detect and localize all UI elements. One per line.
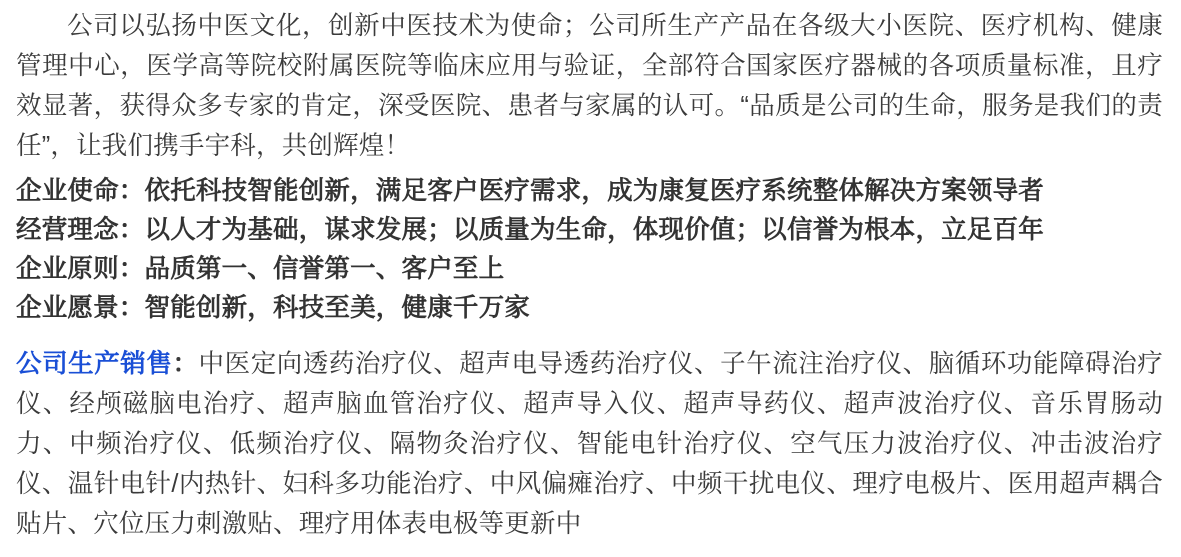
products-label: 公司生产销售: [16, 350, 173, 378]
products-paragraph: [16, 344, 1163, 544]
statement-principles: 企业原则：品质第一、信誉第一、客户至上: [16, 255, 505, 283]
company-statements: [16, 172, 1163, 328]
statement-vision: 企业愿景：智能创新，科技至美，健康千万家: [16, 294, 531, 322]
products-list: 中医定向透药治疗仪、超声电导透药治疗仪、子午流注治疗仪、脑循环功能障碍治疗仪、经颅磁脑电治疗、超声脑血管治疗仪、超声导入仪、超声导药仪、超声波治疗仪、音乐胃肠动力、中频治疗仪、低频治疗仪、隔物灸治疗仪、智能电针治疗仪、空气压力波治疗仪、冲击波治疗仪、温针电针/内热针、妇科多功能治疗、中风偏瘫治疗、中频干扰电仪、理疗电极片、医用超声耦合贴片、穴位压力刺激贴、理疗用体表电极等更新中: [16, 350, 1164, 538]
statement-philosophy: 经营理念：以人才为基础，谋求发展；以质量为生命，体现价值；以信誉为根本，立足百年: [16, 216, 1045, 244]
intro-paragraph: 公司以弘扬中医文化，创新中医技术为使命；公司所生产产品在各级大小医院、医疗机构、健康管理中心，医学高等院校附属医院等临床应用与验证，全部符合国家医疗器械的各项质量标准，且疗效显著，获得众多专家的肯定，深受医院、患者与家属的认可。“品质是公司的生命，服务是我们的责任”，让我们携手宇科，共创辉煌！: [16, 12, 1163, 160]
products-colon: ：: [172, 350, 199, 378]
section-divider: [16, 328, 1163, 344]
statement-mission: 企业使命：依托科技智能创新，满足客户医疗需求，成为康复医疗系统整体解决方案领导者: [16, 177, 1045, 205]
